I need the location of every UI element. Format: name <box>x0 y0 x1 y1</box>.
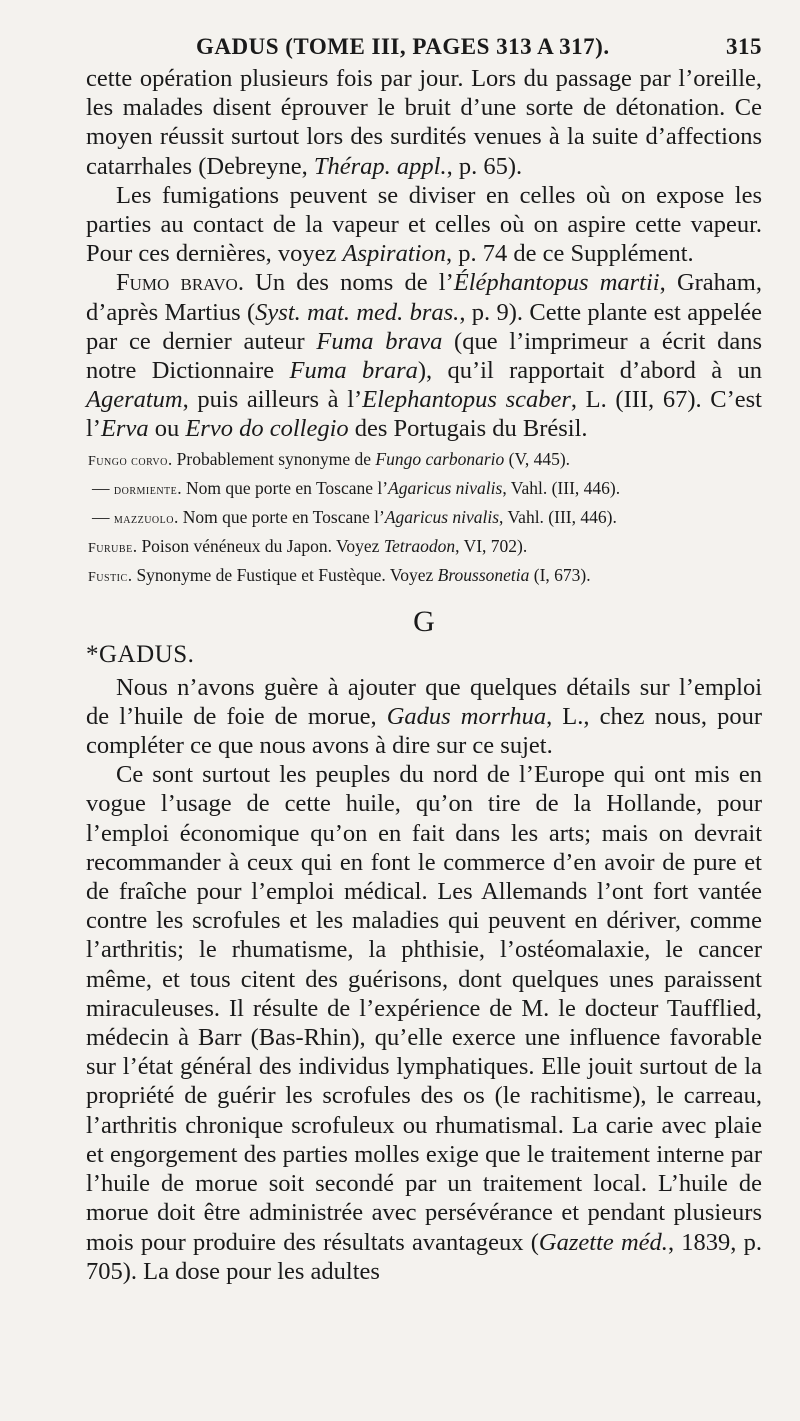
entry-dormiente <box>88 475 762 504</box>
italic-ref: Syst. mat. med. bras. <box>255 298 460 326</box>
running-head <box>196 34 762 60</box>
small-entries <box>86 446 762 591</box>
italic-ref: Tetraodon <box>383 535 456 556</box>
italic-ref: Éléphantopus martii <box>453 269 660 297</box>
text-run: , L. (III, 67). C’est l’ <box>86 386 762 443</box>
entry-head: Furube <box>88 540 133 556</box>
text-run: . Synonyme de Fustique et Fustèque. Voyez <box>127 564 434 585</box>
entry-head: Fumo bravo <box>116 269 238 297</box>
italic-ref: Fuma brava <box>316 327 443 355</box>
italic-ref: Elephantopus scaber <box>362 386 571 414</box>
entry-head: Fungo corvo <box>88 453 168 469</box>
italic-ref: Gazette méd. <box>538 1228 668 1256</box>
text-run: , VI, 702). <box>455 535 528 556</box>
entry-title: *GADUS. <box>86 640 195 668</box>
section-letter: G <box>413 604 435 638</box>
text-run: , Vahl. (III, 446). <box>499 506 617 527</box>
text-run: , 1839, p. 705). La dose pour les adultes <box>86 1228 763 1285</box>
italic-ref: Agaricus nivalis <box>384 506 500 527</box>
page-number: 315 <box>726 34 762 59</box>
italic-ref: Erva <box>100 415 149 443</box>
text-run: Ce sont surtout les peuples du nord de l’Europe qui ont mis en vogue l’usage de cette huile, qu’on tire de la Hollande, pour l’emploi économique qu’on en fait dans les arts; mais on devrait recommander à ceux qui en font le commerce d’en avoir de pure et de fraîche pour l’emploi médical. Les Allemands l’ont fort vantée contre les scrofules et les maladies qui peuvent en dériver, comme l’arthritis; le rhumatisme, la phthisie, l’ostéomalaxie, le cancer même, et tous citent des guérisons, dont quelques unes paraissent miraculeuses. Il résulte de l’expérience de M. le docteur Taufflied, médecin à Barr (Bas-Rhin), qu’elle exerce une influence favorable sur l’état général des individus lymphatiques. Elle jouit surtout de la propriété de guérir les scrofules des os (le rachitisme), le carreau, l’arthritis chronique scrofuleux ou rhumatismal. La carie avec plaie et engorgement des parties molles exige que le traitement interne par l’huile de morue soit secondé par un traitement local. L’huile de morue doit être administrée avec persévérance et pendant plusieurs mois pour produire des résultats avantageux ( <box>86 761 762 1256</box>
text-run: , L., chez nous, pour compléter ce que nous avons à dire sur ce sujet. <box>86 702 762 760</box>
entry-head: Fustic <box>88 569 128 585</box>
text-run: (V, 445). <box>508 448 571 469</box>
paragraph-gadus-intro <box>86 673 762 761</box>
entry-furube <box>88 533 762 562</box>
text-run: (que l’imprimeur a écrit dans notre Dictionnaire <box>86 327 762 385</box>
text-run: (I, 673). <box>533 564 591 585</box>
entry-head: mazzuolo <box>113 511 174 527</box>
paragraph-fumigations <box>86 181 762 269</box>
dash: — <box>92 506 110 527</box>
running-title: GADUS (TOME III, PAGES 313 A 317). <box>196 34 610 59</box>
text-run: . Probablement synonyme de <box>167 448 372 469</box>
italic-ref: Ageratum <box>86 386 183 414</box>
entry-fustic <box>88 562 762 591</box>
entry-fumo-bravo <box>86 268 762 443</box>
text-run: ), qu’il rapportait d’abord à un <box>417 357 763 385</box>
text-run: , puis ailleurs à l’ <box>182 386 363 414</box>
italic-ref: Broussonetia <box>437 564 530 585</box>
text-run: , p. 9). Cette plante est appelée par ce dernier auteur <box>86 298 762 355</box>
italic-ref: Gadus morrhua <box>386 702 547 730</box>
text-run: , p. 65). <box>446 152 523 180</box>
entry-fungo-corvo <box>88 446 762 475</box>
text-run: cette opération plusieurs fois par jour. Lors du passage par l’oreille, les malades disent éprouver le bruit d’une sorte de détonation. Ce moyen réussit surtout lors des surdités venues à la suite d’affections catarrhales (Debreyne, <box>86 65 762 180</box>
italic-ref: Fuma brara <box>289 357 418 385</box>
text-run: . Un des noms de l’ <box>237 269 454 297</box>
text-run: . Nom que porte en Toscane l’ <box>177 477 389 498</box>
paragraph-gadus-main <box>86 760 762 1286</box>
italic-ref: Ervo do collegio <box>185 415 349 443</box>
paragraph-continuation <box>86 64 762 181</box>
italic-ref: Fungo carbonario <box>375 448 505 469</box>
text-run: des Portugais du Brésil. <box>354 415 588 443</box>
text-run: . Poison vénéneux du Japon. Voyez <box>132 535 380 556</box>
text-run: Les fumigations peuvent se diviser en celles où on expose les parties au contact de la vapeur et celles où on aspire cette vapeur. Pour ces dernières, voyez <box>86 181 762 268</box>
text-run: , p. 74 de ce Supplément. <box>445 240 694 268</box>
text-run: Nous n’avons guère à ajouter que quelques détails sur l’emploi de l’huile de foie de morue, <box>86 673 762 730</box>
entry-mazzuolo <box>88 504 762 533</box>
text-run: , Graham, d’après Martius ( <box>86 269 762 326</box>
text-run: . Nom que porte en Toscane l’ <box>173 506 385 527</box>
entry-head: dormiente <box>113 482 178 498</box>
italic-ref: Agaricus nivalis <box>388 477 503 498</box>
dash: — <box>92 477 110 498</box>
text-run: , Vahl. (III, 446). <box>502 477 621 498</box>
text-run: ou <box>154 415 180 443</box>
italic-ref: Thérap. appl. <box>313 152 447 180</box>
italic-ref: Aspiration <box>342 240 446 268</box>
